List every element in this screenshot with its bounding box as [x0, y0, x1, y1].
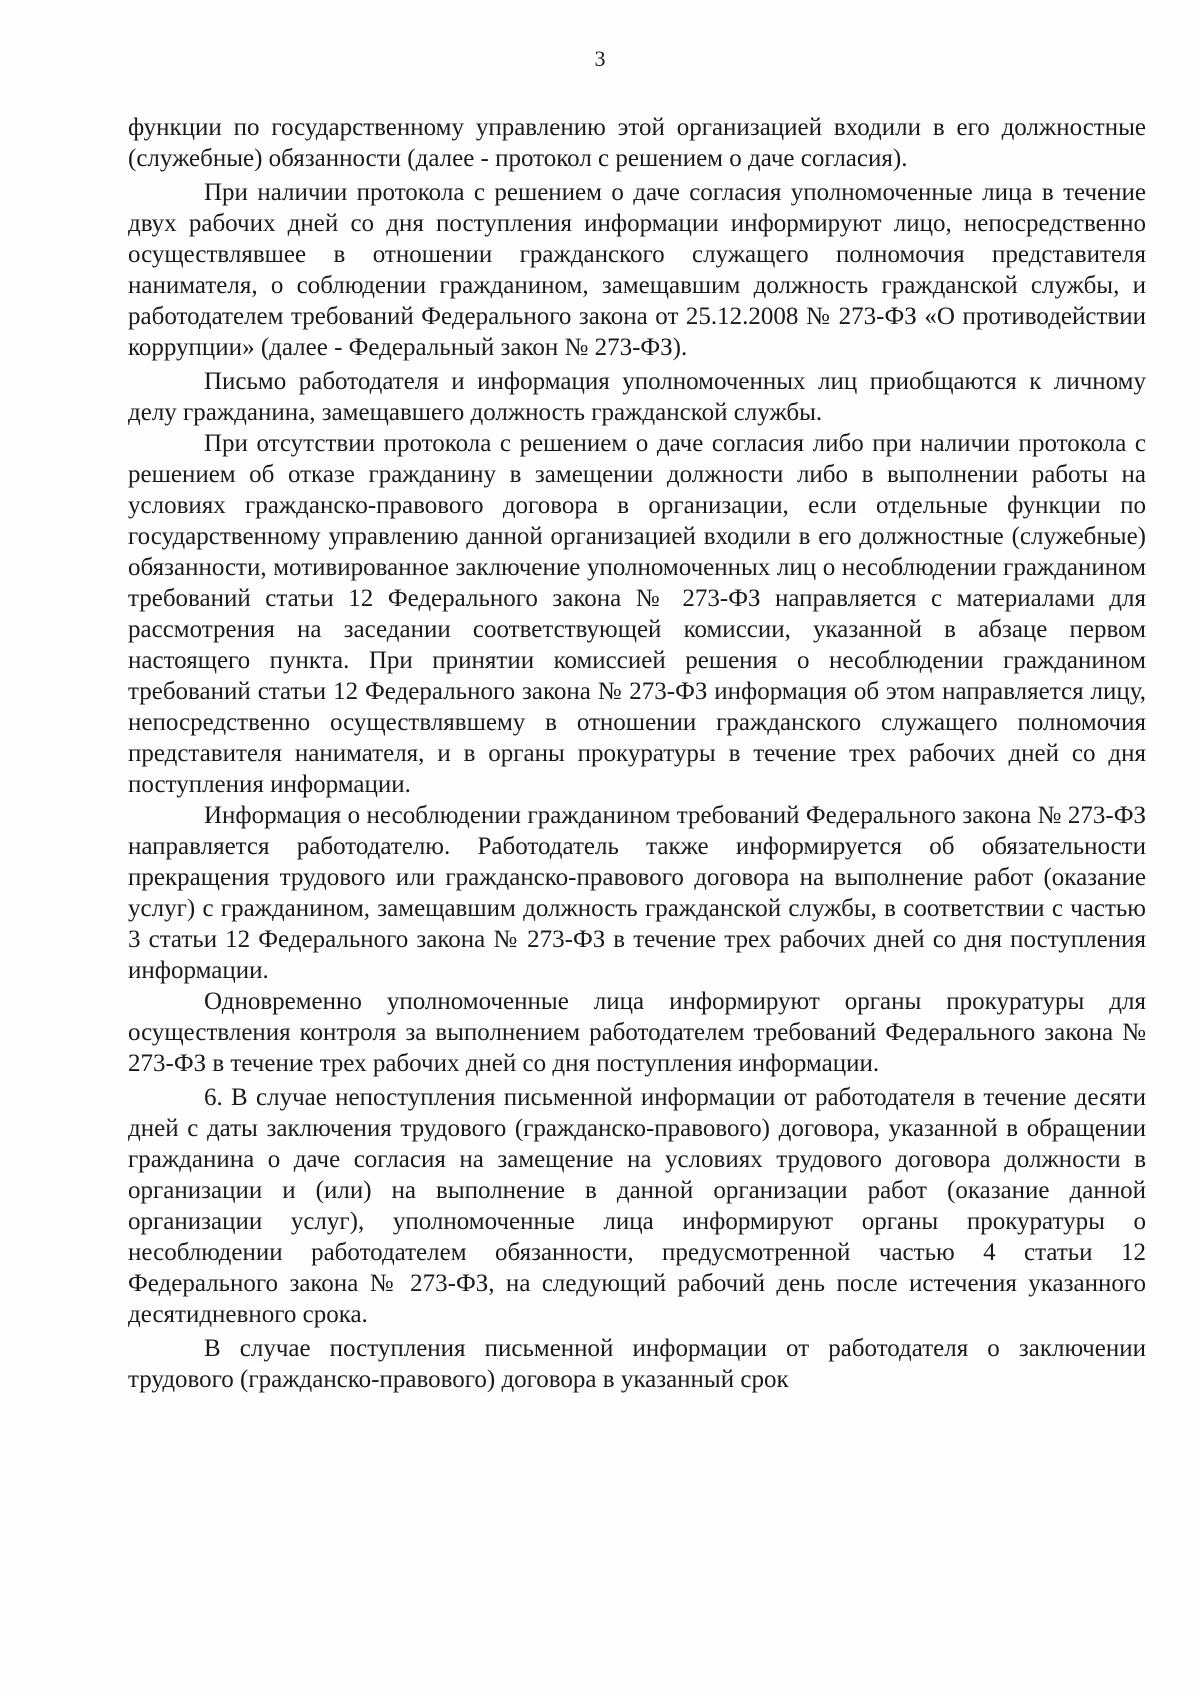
paragraph-4: При отсутствии протокола с решением о даче согласия либо при наличии протокола с решением об отказе гражданину в замещении должности либо в выполнении работы на условиях гражданско-правового договора в организации, если отдельные функции по государственному управлению данной организацией входили в его должностные (служебные) обязанности, мотивированное заключение уполномоченных лиц о несоблюдении гражданином требований статьи 12 Федерального закона № 273-ФЗ направляется с материалами для рассмотрения на заседании соответствующей комиссии, указанной в абзаце первом настоящего пункта. При принятии комиссией решения о несоблюдении гражданином требований статьи 12 Федерального закона № 273-ФЗ информация об этом направляется лицу, непосредственно осуществлявшему в отношении гражданского служащего полномочия представителя нанимателя, и в органы прокуратуры в течение трех рабочих дней со дня поступления информации.: [128, 430, 1146, 798]
paragraph-5: Информация о несоблюдении гражданином требований Федерального закона № 273-ФЗ направляется работодателю. Работодатель также информируется об обязательности прекращения трудового или гражданско-правового договора на выполнение работ (оказание услуг) с гражданином, замещавшим должность гражданской службы, в соответствии с частью 3 статьи 12 Федерального закона № 273-ФЗ в течение трех рабочих дней со дня поступления информации.: [128, 802, 1146, 984]
document-body: [128, 112, 1146, 1395]
paragraph-7-item-6: 6. В случае непоступления письменной информации от работодателя в течение десяти дней с даты заключения трудового (гражданско-правового) договора, указанной в обращении гражданина о даче согласия на замещение на условиях трудового договора должности в организации и (или) на выполнение в данной организации работ (оказание данной организации услуг), уполномоченные лица информируют органы прокуратуры о несоблюдении работодателем обязанности, предусмотренной частью 4 статьи 12 Федерального закона № 273-ФЗ, на следующий рабочий день после истечения указанного десятидневного срока.: [128, 1084, 1146, 1328]
paragraph-3: Письмо работодателя и информация уполномоченных лиц приобщаются к личному делу гражданина, замещавшего должность гражданской службы.: [128, 368, 1146, 426]
paragraph-8: В случае поступления письменной информации от работодателя о заключении трудового (гражданско-правового) договора в указанный срок: [128, 1335, 1146, 1393]
paragraph-2: При наличии протокола с решением о даче согласия уполномоченные лица в течение двух рабочих дней со дня поступления информации информируют лицо, непосредственно осуществлявшее в отношении гражданского служащего полномочия представителя нанимателя, о соблюдении гражданином, замещавшим должность гражданской службы, и работодателем требований Федерального закона от 25.12.2008 № 273-ФЗ «О противодействии коррупции» (далее - Федеральный закон № 273-ФЗ).: [128, 179, 1146, 361]
paragraph-6: Одновременно уполномоченные лица информируют органы прокуратуры для осуществления контроля за выполнением работодателем требований Федерального закона № 273-ФЗ в течение трех рабочих дней со дня поступления информации.: [128, 988, 1146, 1077]
paragraph-1: функции по государственному управлению этой организацией входили в его должностные (служебные) обязанности (далее - протокол с решением о даче согласия).: [128, 114, 1146, 172]
page-number: 3: [594, 46, 606, 71]
